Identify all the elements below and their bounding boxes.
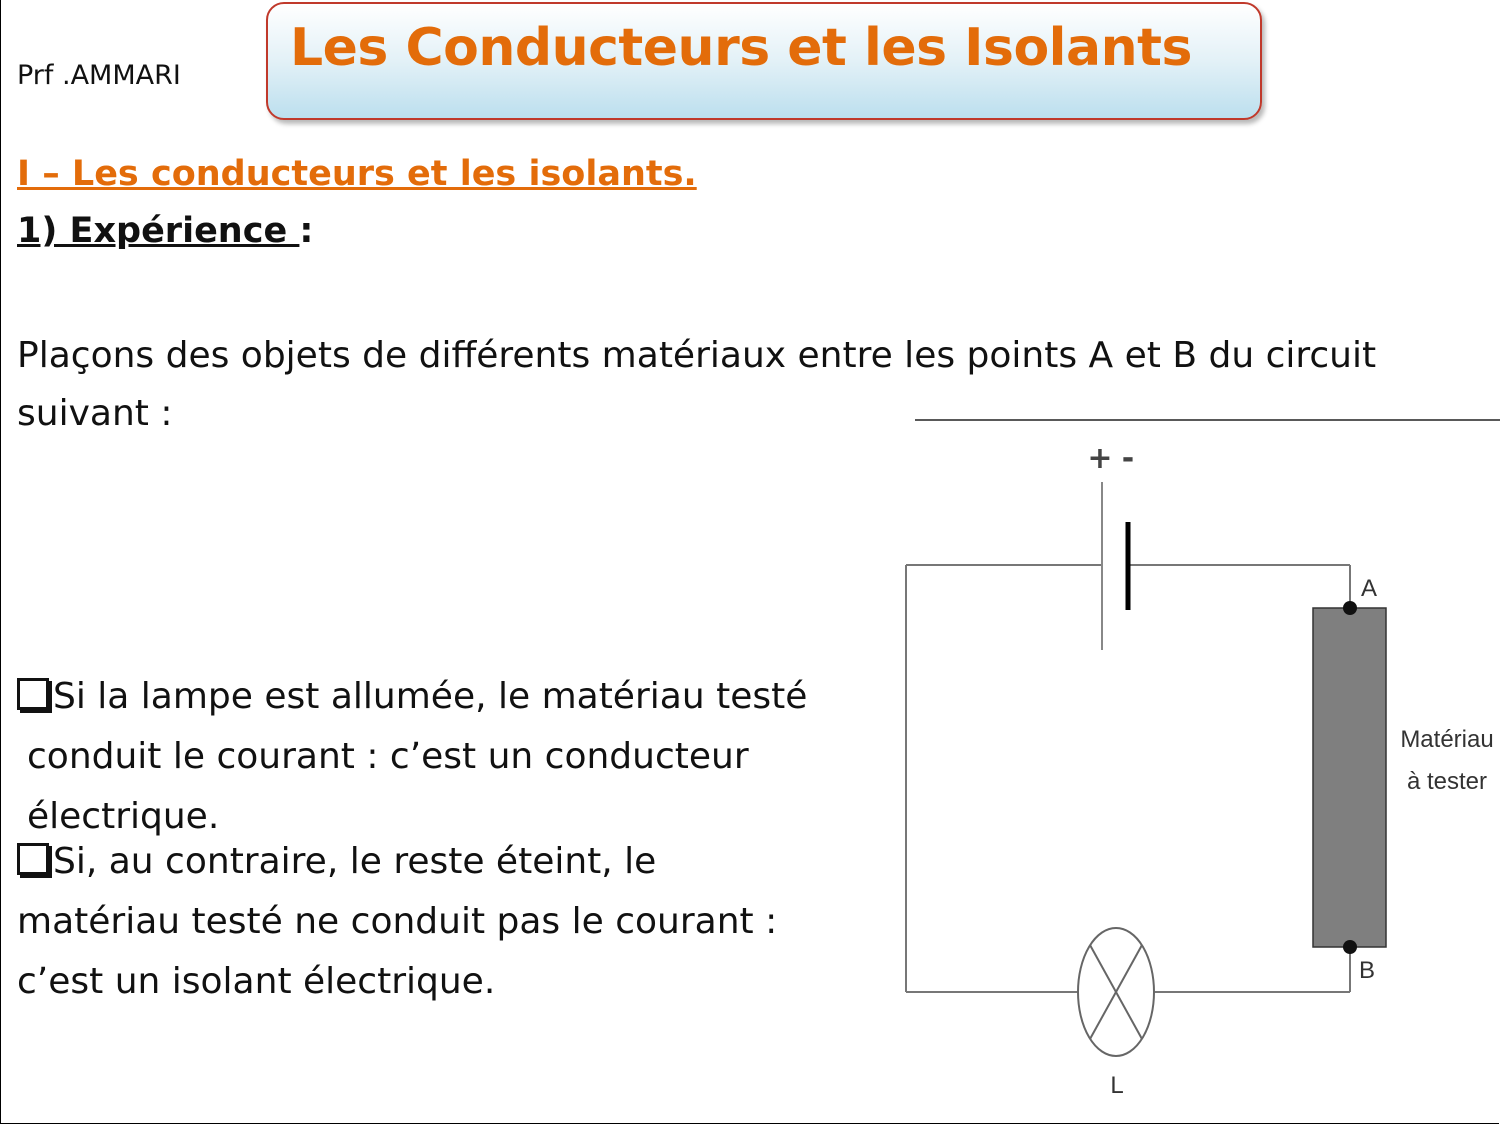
bullet-insulator [17,832,797,1012]
point-b-dot [1343,940,1357,954]
material-label-line1: Matériau [1400,726,1494,753]
lamp-label: L [1110,1072,1124,1099]
material-label-line2: à tester [1406,768,1488,795]
author-label: Prf .AMMARI [17,60,181,91]
bullet-conductor-rest: conduit le courant : c’est un conducteur électrique. [27,736,749,837]
material-sample [1313,608,1386,947]
bullet-insulator-text: Si, au contraire, le reste éteint, le matériau testé ne conduit pas le courant : c’est un isolant électrique. [17,841,778,1002]
title-banner [266,2,1262,120]
lamp-icon [1078,928,1154,1056]
sub-heading [17,211,313,251]
circuit-diagram [890,410,1500,1125]
point-a-dot [1343,601,1357,615]
bullet-conductor-first: Si la lampe est allumée, le matériau testé [53,676,808,717]
checkbox-bullet-icon [17,678,49,710]
battery-icon [1102,482,1128,650]
circuit-wires [906,565,1350,992]
intro-paragraph: Plaçons des objets de différents matériaux entre les points A et B du circuit suivant : [17,335,1377,434]
point-b-label: B [1359,957,1376,984]
section-heading: I – Les conducteurs et les isolants. [17,154,697,194]
point-a-label: A [1361,575,1378,602]
sub-heading-text: 1) Expérience [17,211,300,251]
page-title: Les Conducteurs et les Isolants [290,18,1192,78]
battery-minus-label: - [1121,441,1135,476]
sub-heading-colon: : [299,211,314,251]
battery-plus-label: + [1087,441,1113,476]
checkbox-bullet-icon [17,843,49,875]
bullet-conductor [17,667,897,847]
